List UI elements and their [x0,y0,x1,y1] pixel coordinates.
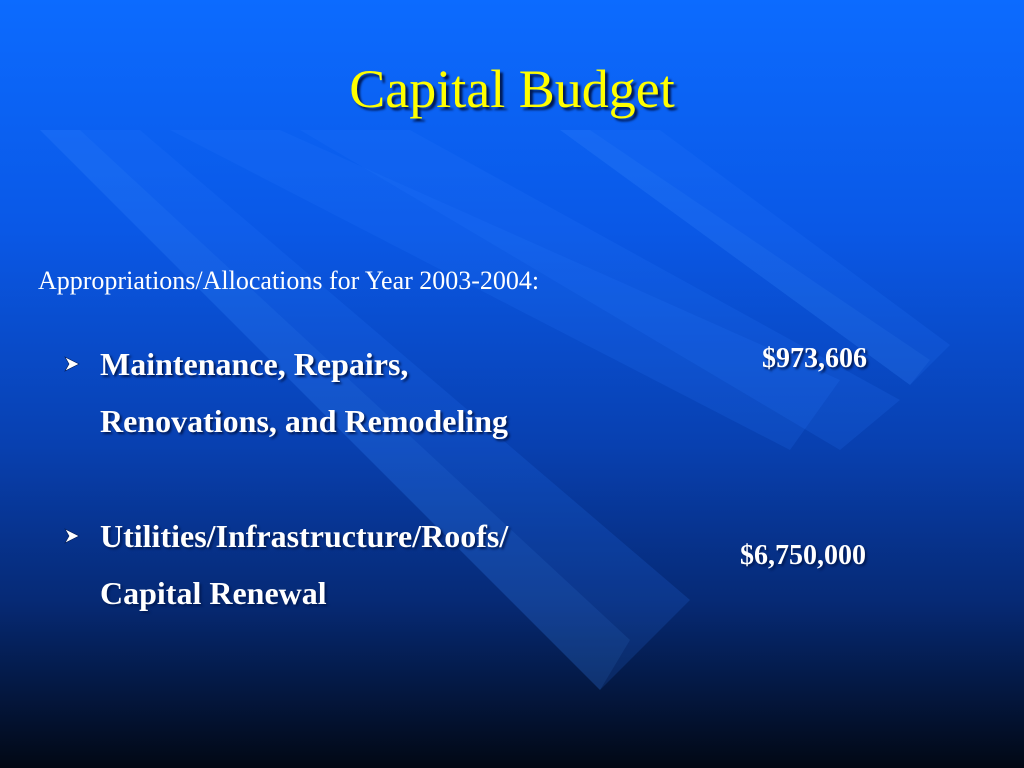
budget-item-label-line: Utilities/Infrastructure/Roofs/ [100,518,509,554]
budget-item-label-line: Maintenance, Repairs, [100,346,409,382]
slide-subtitle: Appropriations/Allocations for Year 2003-2004: [38,266,540,295]
slide-title: Capital Budget [349,59,675,119]
budget-item-utilities [62,508,662,622]
budget-item-label [100,336,662,450]
budget-item-label-line: Capital Renewal [100,575,327,611]
budget-item-amount: $973,606 [762,343,867,374]
budget-item-label-line: Renovations, and Remodeling [100,403,509,439]
budget-item-amount: $6,750,000 [740,540,866,571]
budget-item-label [100,508,662,622]
arrowhead-bullet-icon [62,508,86,565]
budget-item-maintenance [62,336,662,450]
arrowhead-bullet-icon [62,336,86,393]
